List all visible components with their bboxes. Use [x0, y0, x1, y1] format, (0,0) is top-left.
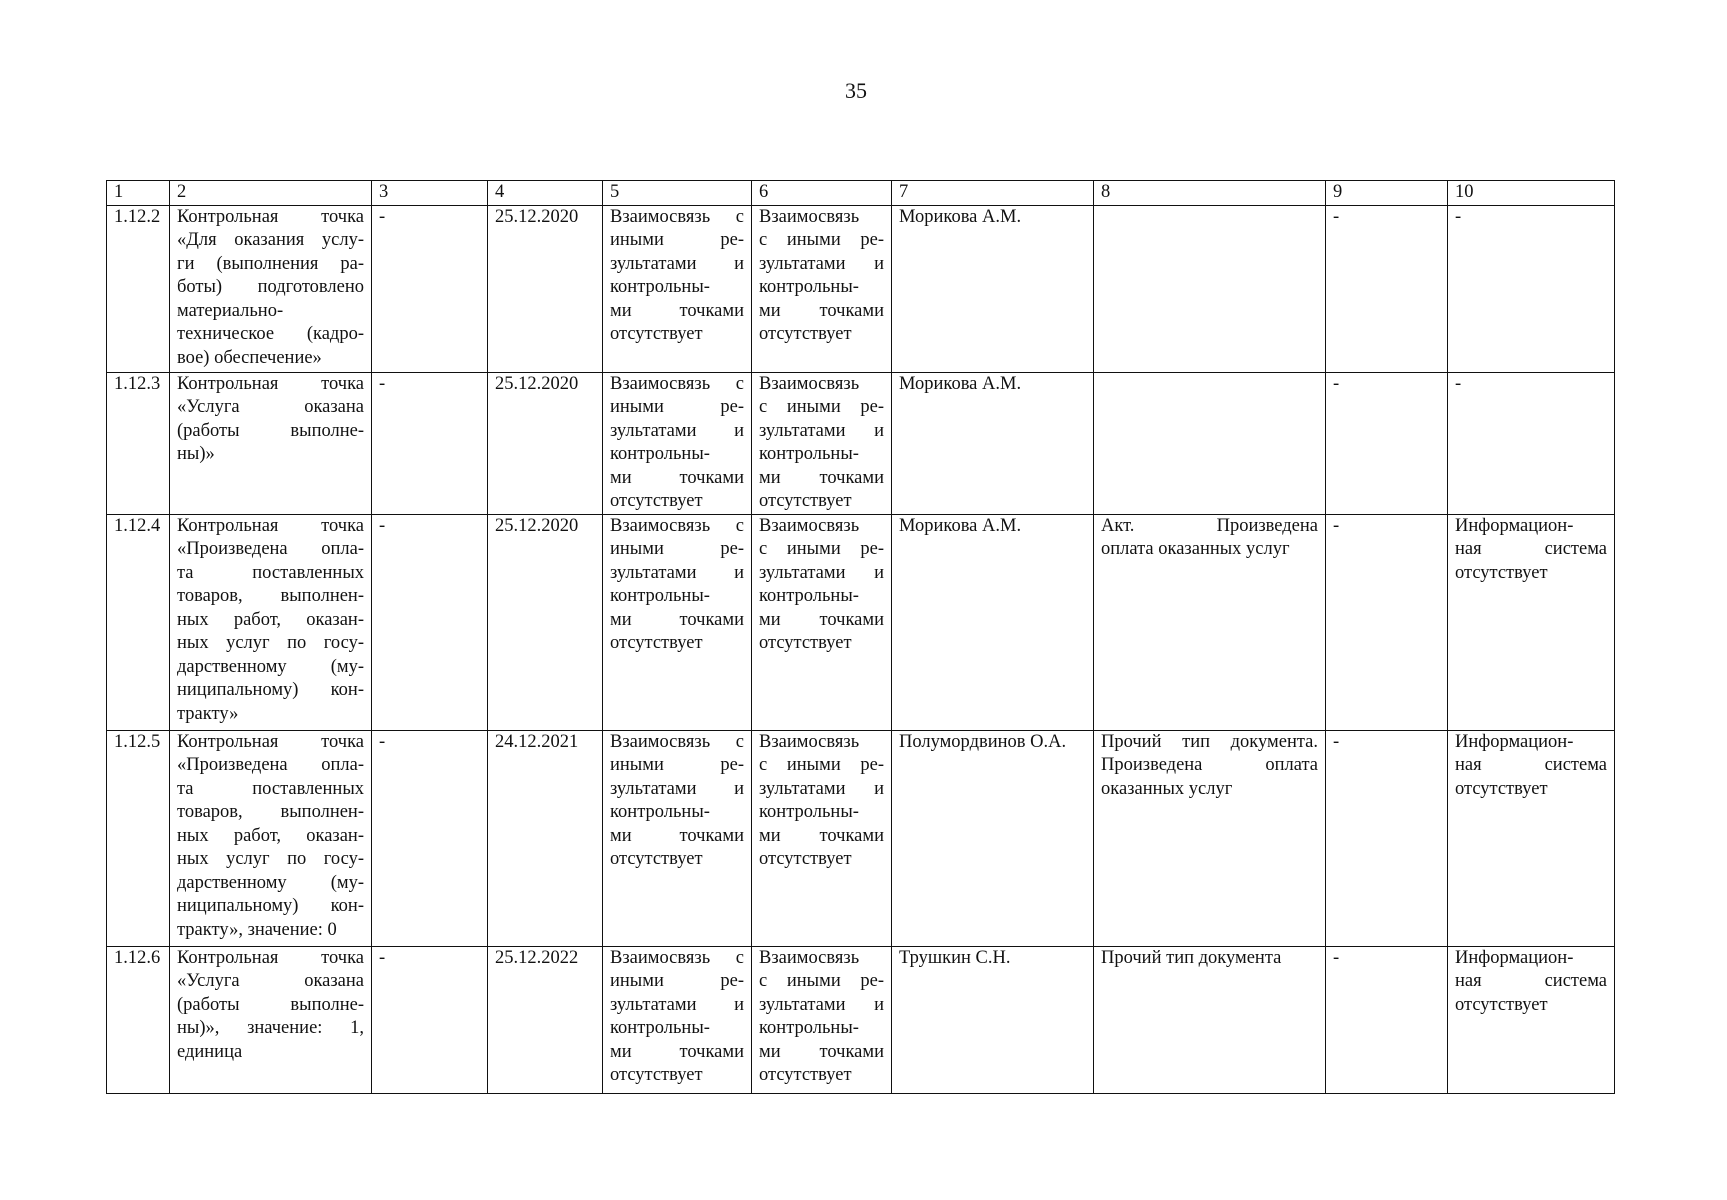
information-system: Информацион- ная система отсутствует	[1448, 946, 1615, 1093]
relation-results: Взаимосвязь с иными ре- зультатами и контрольны- ми точками отсутствует	[603, 946, 752, 1093]
column-header-9: 9	[1326, 181, 1448, 206]
relation-points: Взаимосвязь с иными ре- зультатами и контрольны- ми точками отсутствует	[752, 205, 892, 372]
column-header-7: 7	[892, 181, 1094, 206]
column-header-5: 5	[603, 181, 752, 206]
cell-col3: -	[372, 514, 488, 730]
table-row	[107, 730, 1615, 946]
control-point-name: Контрольная точка «Услуга оказана (работы выполне- ны)»	[170, 372, 372, 514]
row-id: 1.12.6	[107, 946, 170, 1093]
due-date: 25.12.2020	[488, 372, 603, 514]
control-point-name: Контрольная точка «Произведена опла- та поставленных товаров, выполнен- ных работ, оказан- ных услуг по госу- дарственному (му- ниципальному) кон- тракту», значение: 0	[170, 730, 372, 946]
relation-points: Взаимосвязь с иными ре- зультатами и контрольны- ми точками отсутствует	[752, 372, 892, 514]
information-system: -	[1448, 372, 1615, 514]
cell-col3: -	[372, 946, 488, 1093]
cell-col9: -	[1326, 730, 1448, 946]
due-date: 25.12.2020	[488, 514, 603, 730]
cell-col3: -	[372, 730, 488, 946]
table-row	[107, 205, 1615, 372]
control-point-name: Контрольная точка «Произведена опла- та поставленных товаров, выполнен- ных работ, оказан- ных услуг по госу- дарственному (му- ниципальному) кон- тракту»	[170, 514, 372, 730]
column-header-2: 2	[170, 181, 372, 206]
cell-col9: -	[1326, 946, 1448, 1093]
control-point-name: Контрольная точка «Для оказания услу- ги (выполнения ра- боты) подготовлено материально- техническое (кадро- вое) обеспечение»	[170, 205, 372, 372]
relation-results: Взаимосвязь с иными ре- зультатами и контрольны- ми точками отсутствует	[603, 205, 752, 372]
due-date: 25.12.2022	[488, 946, 603, 1093]
column-number-row	[107, 181, 1615, 206]
row-id: 1.12.2	[107, 205, 170, 372]
document-type: Прочий тип документа. Произведена оплата оказанных услуг	[1094, 730, 1326, 946]
document-type	[1094, 205, 1326, 372]
column-header-6: 6	[752, 181, 892, 206]
cell-col3: -	[372, 205, 488, 372]
relation-results: Взаимосвязь с иными ре- зультатами и контрольны- ми точками отсутствует	[603, 372, 752, 514]
due-date: 25.12.2020	[488, 205, 603, 372]
table-row	[107, 514, 1615, 730]
document-type	[1094, 372, 1326, 514]
relation-results: Взаимосвязь с иными ре- зультатами и контрольны- ми точками отсутствует	[603, 730, 752, 946]
relation-points: Взаимосвязь с иными ре- зультатами и контрольны- ми точками отсутствует	[752, 730, 892, 946]
document-type: Прочий тип документа	[1094, 946, 1326, 1093]
table-row	[107, 946, 1615, 1093]
cell-col9: -	[1326, 372, 1448, 514]
cell-col9: -	[1326, 205, 1448, 372]
row-id: 1.12.4	[107, 514, 170, 730]
page-number: 35	[845, 78, 867, 103]
cell-col9: -	[1326, 514, 1448, 730]
information-system: Информацион- ная система отсутствует	[1448, 730, 1615, 946]
table-row	[107, 372, 1615, 514]
row-id: 1.12.3	[107, 372, 170, 514]
column-header-8: 8	[1094, 181, 1326, 206]
relation-points: Взаимосвязь с иными ре- зультатами и контрольны- ми точками отсутствует	[752, 514, 892, 730]
relation-results: Взаимосвязь с иными ре- зультатами и контрольны- ми точками отсутствует	[603, 514, 752, 730]
responsible-person: Морикова А.М.	[892, 372, 1094, 514]
control-point-name: Контрольная точка «Услуга оказана (работы выполне- ны)», значение: 1, единица	[170, 946, 372, 1093]
responsible-person: Морикова А.М.	[892, 514, 1094, 730]
due-date: 24.12.2021	[488, 730, 603, 946]
information-system: Информацион- ная система отсутствует	[1448, 514, 1615, 730]
cell-col3: -	[372, 372, 488, 514]
document-type: Акт. Произведена оплата оказанных услуг	[1094, 514, 1326, 730]
information-system: -	[1448, 205, 1615, 372]
responsible-person: Полумордвинов О.А.	[892, 730, 1094, 946]
responsible-person: Трушкин С.Н.	[892, 946, 1094, 1093]
responsible-person: Морикова А.М.	[892, 205, 1094, 372]
column-header-4: 4	[488, 181, 603, 206]
relation-points: Взаимосвязь с иными ре- зультатами и контрольны- ми точками отсутствует	[752, 946, 892, 1093]
row-id: 1.12.5	[107, 730, 170, 946]
column-header-3: 3	[372, 181, 488, 206]
column-header-1: 1	[107, 181, 170, 206]
column-header-10: 10	[1448, 181, 1615, 206]
control-points-table	[106, 180, 1615, 1094]
